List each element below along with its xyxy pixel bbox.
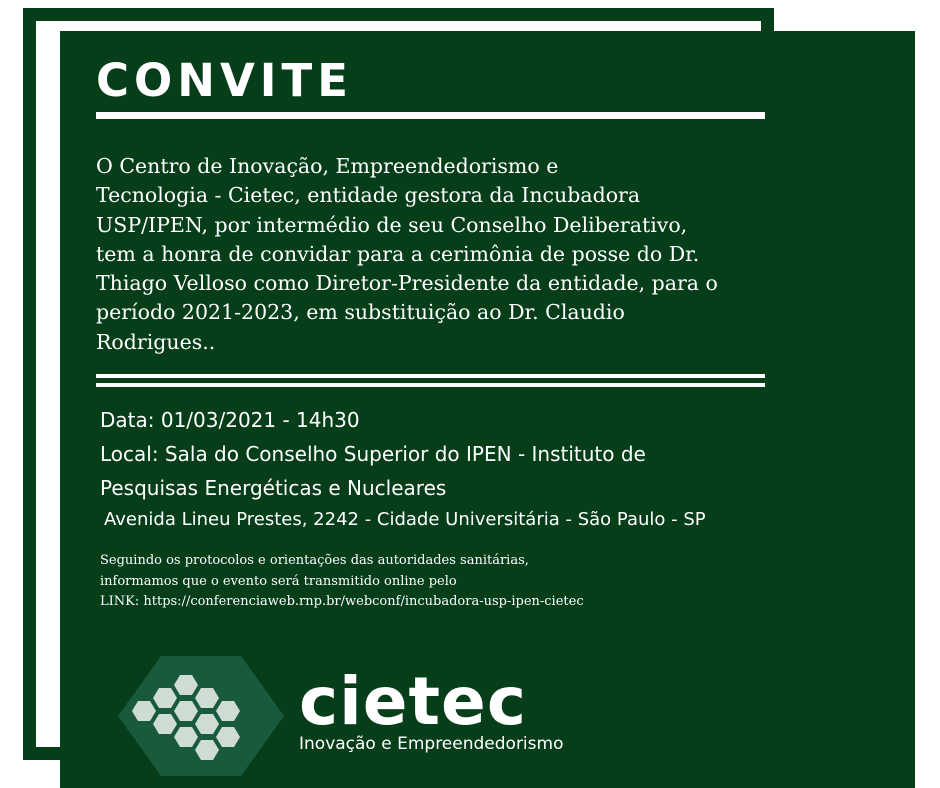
invitation-intro xyxy=(96,152,776,357)
event-location-line2: Pesquisas Energéticas e Nucleares xyxy=(100,476,447,500)
event-date: Data: 01/03/2021 - 14h30 xyxy=(100,408,360,432)
event-location-line1: Local: Sala do Conselho Superior do IPEN - Instituto de xyxy=(100,442,646,466)
cietec-logo xyxy=(116,651,596,781)
event-address: Avenida Lineu Prestes, 2242 - Cidade Universitária - São Paulo - SP xyxy=(104,509,706,530)
section-divider-bottom xyxy=(96,383,765,387)
invitation-title: CONVITE xyxy=(96,54,353,107)
logo-wordmark: cietec xyxy=(299,663,527,740)
intro-line: tem a honra de convidar para a cerimônia de posse do Dr. xyxy=(96,241,700,266)
online-notice xyxy=(100,551,800,613)
intro-line: Thiago Velloso como Diretor-Presidente da entidade, para o xyxy=(96,271,718,296)
hexagon-honeycomb-icon xyxy=(116,651,286,781)
notice-line1: Seguindo os protocolos e orientações das autoridades sanitárias, xyxy=(100,553,529,568)
logo-tagline: Inovação e Empreendedorismo xyxy=(299,734,564,754)
section-divider-top xyxy=(96,374,765,378)
intro-line: Rodrigues.. xyxy=(96,329,216,354)
intro-line: período 2021-2023, em substituição ao Dr. Claudio xyxy=(96,300,625,325)
event-details xyxy=(100,403,880,535)
intro-line: O Centro de Inovação, Empreendedorismo e xyxy=(96,154,559,178)
title-divider xyxy=(96,112,765,119)
intro-line: Tecnologia - Cietec, entidade gestora da Incubadora xyxy=(96,183,641,208)
notice-link[interactable]: LINK: https://conferenciaweb.rnp.br/webconf/incubadora-usp-ipen-cietec xyxy=(100,594,584,609)
notice-line2: informamos que o evento será transmitido online pelo xyxy=(100,573,457,589)
intro-line: USP/IPEN, por intermédio de seu Conselho Deliberativo, xyxy=(96,212,688,237)
invitation-card xyxy=(60,31,915,788)
